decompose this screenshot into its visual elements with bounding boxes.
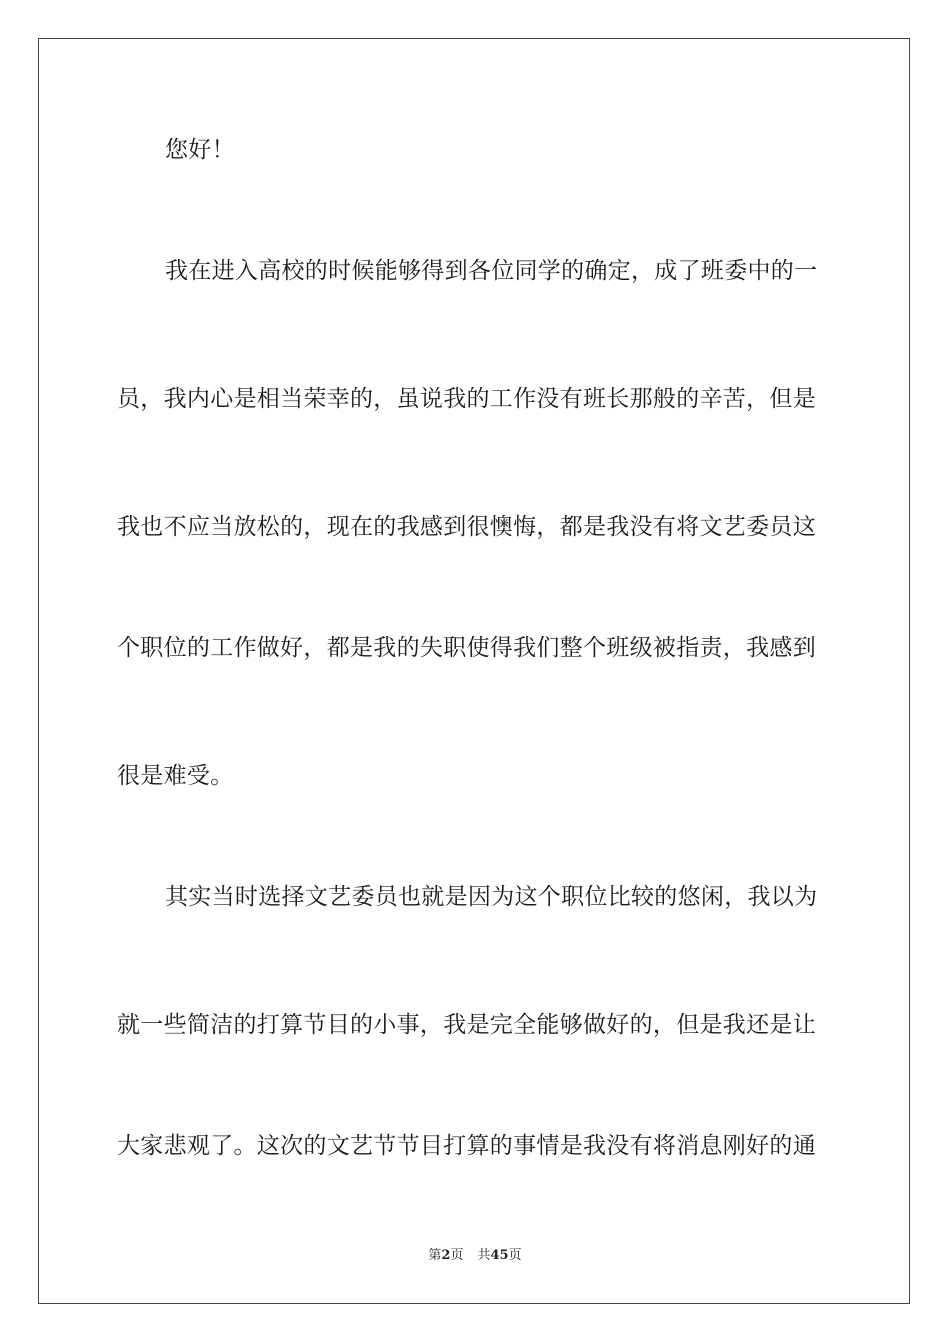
greeting-line: 您好！ (165, 137, 235, 163)
current-page-number: 2 (441, 1248, 451, 1263)
body-line: 我也不应当放松的，现在的我感到很懊悔，都是我没有将文艺委员这 (117, 514, 816, 540)
body-line: 个职位的工作做好，都是我的失职使得我们整个班级被指责，我感到 (117, 635, 816, 661)
page-footer (0, 1247, 950, 1265)
body-line: 我在进入高校的时候能够得到各位同学的确定，成了班委中的一 (165, 258, 818, 284)
total-label-prefix: 共 (477, 1248, 491, 1263)
body-line: 很是难受。 (117, 763, 234, 789)
page-label-suffix: 页 (450, 1248, 464, 1263)
body-line: 大家悲观了。这次的文艺节节目打算的事情是我没有将消息刚好的通 (117, 1133, 816, 1159)
page-label-prefix: 第 (428, 1248, 442, 1263)
total-page-count: 45 (490, 1248, 509, 1263)
page-border (38, 38, 910, 1304)
body-line: 其实当时选择文艺委员也就是因为这个职位比较的悠闲，我以为 (165, 884, 818, 910)
body-line: 就一些简洁的打算节目的小事，我是完全能够做好的，但是我还是让 (117, 1012, 816, 1038)
total-label-suffix: 页 (508, 1248, 522, 1263)
body-line: 员，我内心是相当荣幸的，虽说我的工作没有班长那般的辛苦，但是 (117, 386, 816, 412)
